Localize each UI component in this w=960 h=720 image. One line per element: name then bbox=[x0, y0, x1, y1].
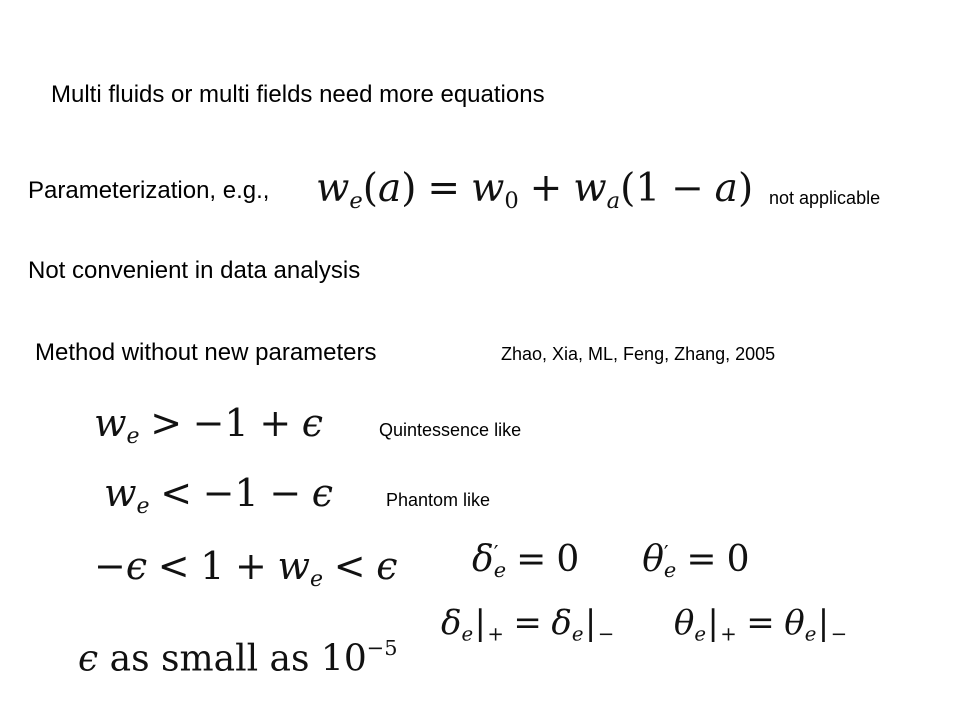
citation: Zhao, Xia, ML, Feng, Zhang, 2005 bbox=[501, 344, 776, 364]
crossing-equation: $-\epsilon < 1 + w_e < \epsilon$ bbox=[94, 544, 398, 593]
perturbation-zero-equations: δ ′ e = 0 θ ′ e = 0 bbox=[472, 539, 750, 582]
continuity-equations: $\delta_e|_+ = \delta_e|_-$ $\theta_e|_+ = \theta_e|_-$ bbox=[441, 603, 848, 646]
phantom-note: Phantom like bbox=[386, 490, 491, 510]
not-convenient-text: Not convenient in data analysis bbox=[28, 257, 361, 284]
parameterization-label: Parameterization, e.g., bbox=[28, 177, 270, 204]
parameterization-equation: $w_e(a) = w_0 + w_a(1 - a)$ bbox=[316, 166, 754, 215]
not-applicable-note: not applicable bbox=[769, 188, 881, 208]
quintessence-note: Quintessence like bbox=[379, 420, 522, 440]
method-label: Method without new parameters bbox=[35, 339, 377, 366]
phantom-equation: $w_e < -1 - \epsilon$ bbox=[104, 471, 334, 520]
quintessence-equation: $w_e > -1 + \epsilon$ bbox=[94, 401, 324, 450]
slide-heading: Multi fluids or multi fields need more equations bbox=[51, 81, 545, 108]
epsilon-small-equation: ϵ as small as $10^{-5}$ bbox=[78, 636, 398, 680]
